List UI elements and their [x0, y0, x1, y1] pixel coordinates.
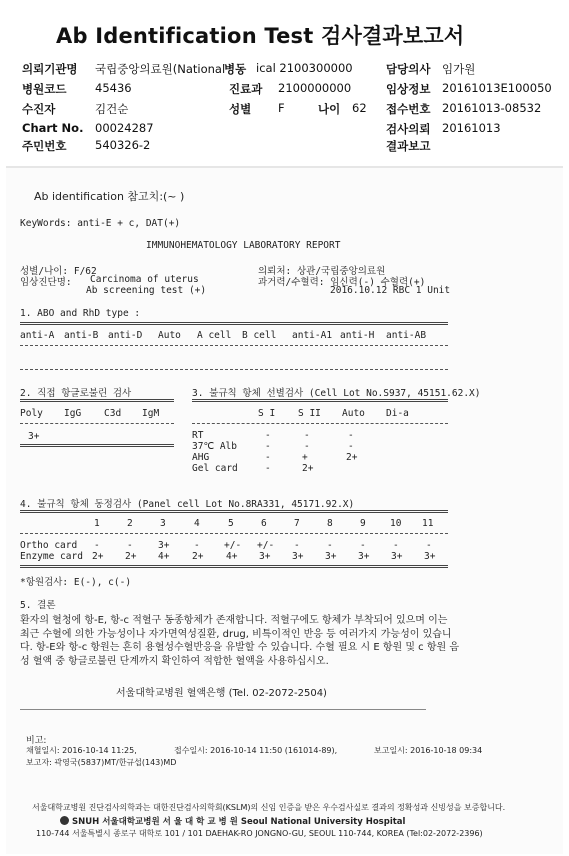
sec4-enzyme-6: 3+ [259, 551, 271, 562]
diagnosis-label: 임상진단명: [20, 277, 72, 288]
sec4-row-ortho: Ortho card [20, 540, 78, 551]
sec4-ortho-3: 3+ [158, 540, 170, 551]
sec3-rt-s1: - [265, 430, 271, 441]
sec4-col-9: 9 [360, 518, 366, 529]
sec1-col-anti-d: anti-D [108, 330, 143, 341]
sec3-col-auto: Auto [342, 408, 365, 419]
transfusion-history: 과거력/수혈력: 임신력(-) 수혈력(+) [258, 277, 426, 288]
keywords: KeyWords: anti-E + c, DAT(+) [20, 218, 181, 229]
sec4-ortho-4: - [194, 540, 200, 551]
hospital-address: 110-744 서울특별시 종로구 대학로 101 / 101 DAEHAK-RO JONGNO-GU, SEOUL 110-744, KOREA (Tel:02-2072-2396) [36, 829, 483, 838]
sec2-col-c3d: C3d [104, 408, 122, 419]
sec4-enzyme-5: 4+ [226, 551, 238, 562]
section2-rule-mid [20, 423, 174, 424]
sec1-col-anti-ab: anti-AB [386, 330, 427, 341]
clinical-info-label: 임상정보 [386, 82, 431, 96]
received-time: 접수일시: 2016-10-14 11:50 (161014-89), [174, 746, 338, 755]
institution-value: 국립중앙의료원(National [95, 62, 226, 76]
request-date-value: 20161013 [442, 121, 501, 135]
sec3-rt-s2: - [304, 430, 310, 441]
sec1-col-a-cell: A cell [197, 330, 232, 341]
sec3-row-37c: 37℃ Alb [192, 441, 237, 452]
ward-value: ical 2100300000 [256, 61, 353, 75]
sec3-col-s1: S I [258, 408, 276, 419]
department-value: 2100000000 [278, 81, 352, 95]
ward-label: 병동 [224, 62, 247, 76]
sec4-enzyme-3: 4+ [158, 551, 170, 562]
sex-value: F [278, 101, 285, 115]
sec4-ortho-9: - [360, 540, 366, 551]
doctor-value: 임가원 [442, 62, 476, 76]
sec3-col-s2: S II [298, 408, 321, 419]
lab-title: IMMUNOHEMATOLOGY LABORATORY REPORT [146, 240, 341, 251]
sec3-gel-s1: - [265, 463, 271, 474]
transfusion-date: 2016.10.12 RBC 1 Unit [330, 285, 451, 296]
doctor-label: 담당의사 [386, 62, 431, 76]
section1-title: 1. ABO and RhD type : [20, 308, 141, 319]
institution-label: 의뢰기관명 [22, 62, 78, 76]
sec4-enzyme-4: 2+ [192, 551, 204, 562]
receipt-no-value: 20161013-08532 [442, 101, 542, 115]
chart-no-label: Chart No. [22, 121, 84, 135]
sec3-ahg-s1: - [265, 452, 271, 463]
sec4-enzyme-10: 3+ [391, 551, 403, 562]
sec4-ortho-11: - [426, 540, 432, 551]
department-label: 진료과 [229, 82, 263, 96]
hospital-name: SNUH 서울대학교병원 서 울 대 학 교 병 원 Seoul National University Hospital [72, 817, 406, 827]
receipt-no-label: 접수번호 [386, 102, 431, 116]
patient-value: 김건순 [95, 102, 129, 116]
section4-rule-mid [20, 533, 448, 534]
sec3-row-gel: Gel card [192, 463, 238, 474]
age-value: 62 [352, 101, 367, 115]
sec1-col-b-cell: B cell [242, 330, 277, 341]
sec4-col-11: 11 [422, 518, 434, 529]
sec4-ortho-2: - [127, 540, 133, 551]
section1-rule-mid [20, 345, 448, 346]
sec4-col-1: 1 [94, 518, 100, 529]
sec4-col-5: 5 [228, 518, 234, 529]
conclusion-text: 환자의 혈청에 항-E, 항-c 적혈구 동종항체가 존재합니다. 적혈구에도 항체가 부착되어 있으며 이는 최근 수혈에 의한 가능성이나 자가면역성질환, drug, 비특이적인 반응 등 여러가지 가능성이 있습니다. 항-E와 항-c 항원는 흔히 용혈성수혈반응을 유발할 수 있습니다. 수혈 필요 시 E 항원 및 c 항원 음성 혈액 중 항글로불린 단계까지 확인하여 적합한 혈액을 사용하십시오. [20, 615, 460, 667]
sec2-col-igg: IgG [64, 408, 82, 419]
sec3-37c-auto: - [348, 441, 354, 452]
sec3-37c-s2: - [304, 441, 310, 452]
sec4-col-7: 7 [294, 518, 300, 529]
sec4-ortho-7: - [294, 540, 300, 551]
section2-rule-top [20, 399, 174, 402]
sec4-ortho-8: - [327, 540, 333, 551]
section1-rule-bottom [20, 369, 448, 370]
sec3-row-rt: RT [192, 430, 204, 441]
sec3-rt-auto: - [348, 430, 354, 441]
section1-rule-top [20, 322, 448, 325]
sec4-enzyme-7: 3+ [292, 551, 304, 562]
chart-no-value: 00024287 [95, 121, 154, 135]
sec4-enzyme-9: 3+ [358, 551, 370, 562]
section4-rule-top [20, 510, 448, 513]
sec1-col-auto: Auto [158, 330, 181, 341]
section4-title: 4. 불규칙 항체 동정검사 (Panel cell Lot No.8RA331, 45171.92.X) [20, 499, 355, 510]
diagnosis: Carcinoma of uterus [90, 274, 199, 285]
sec1-col-anti-a1: anti-A1 [292, 330, 333, 341]
hospital-code-value: 45436 [95, 81, 132, 95]
sec4-ortho-10: - [393, 540, 399, 551]
sec3-col-di-a: Di-a [386, 408, 409, 419]
section3-rule-top [192, 399, 448, 402]
request-date-label: 검사의뢰 [386, 122, 431, 136]
section5-title: 5. 결론 [20, 600, 56, 611]
sec2-val-poly: 3+ [28, 431, 40, 442]
sex-label: 성별 [229, 102, 252, 116]
hospital-code-label: 병원코드 [22, 82, 67, 96]
sec3-row-ahg: AHG [192, 452, 210, 463]
requester: 의뢰처: 상관/국립중앙의료원 [258, 266, 386, 277]
sec3-ahg-s2: + [302, 452, 308, 463]
sec4-col-4: 4 [194, 518, 200, 529]
reporter: 보고자: 곽영국(5837)MT/한규섭(143)MD [26, 758, 177, 767]
sec4-row-enzyme: Enzyme card [20, 551, 83, 562]
clinical-info-value: 20161013E100050 [442, 81, 552, 95]
sec4-col-2: 2 [127, 518, 133, 529]
section3-rule-mid [192, 423, 448, 424]
resident-no-label: 주민번호 [22, 139, 67, 153]
sec2-col-poly: Poly [20, 408, 43, 419]
result-report-label: 결과보고 [386, 139, 431, 153]
patient-label: 수진자 [22, 102, 56, 116]
sec1-col-anti-b: anti-B [64, 330, 99, 341]
sec4-col-3: 3 [160, 518, 166, 529]
sec3-ahg-auto: 2+ [346, 452, 358, 463]
page-title: Ab Identification Test 검사결과보고서 [56, 24, 465, 48]
antigen-test: *항원검사: E(-), c(-) [20, 577, 132, 588]
sec4-col-10: 10 [390, 518, 402, 529]
sec4-col-8: 8 [327, 518, 333, 529]
remark-label: 비고: [26, 736, 47, 746]
sec1-col-anti-a: anti-A [20, 330, 55, 341]
sec4-enzyme-1: 2+ [92, 551, 104, 562]
age-label: 나이 [318, 102, 341, 116]
sec3-37c-s1: - [265, 441, 271, 452]
sec4-enzyme-11: 3+ [424, 551, 436, 562]
section2-rule-bottom [20, 444, 174, 447]
sec4-enzyme-8: 3+ [325, 551, 337, 562]
sec4-enzyme-2: 2+ [125, 551, 137, 562]
report-heading: Ab identification 참고치:(~ ) [34, 190, 185, 203]
resident-no-value: 540326-2 [95, 138, 151, 152]
sec4-ortho-1: - [94, 540, 100, 551]
collected-time: 채혈일시: 2016-10-14 11:25, [26, 746, 137, 755]
sec4-ortho-5: +/- [224, 540, 242, 551]
conclusion-rule [20, 709, 426, 710]
snuh-logo-icon [60, 816, 69, 825]
certification: 서울대학교병원 진단검사의학과는 대한진단검사의학회(KSLM)의 신임 인증을 받은 우수검사실로 결과의 정확성과 신빙성을 보증합니다. [32, 803, 506, 812]
section2-title: 2. 직접 항글로불린 검사 [20, 388, 132, 399]
blood-bank-line: 서울대학교병원 혈액은행 (Tel. 02-2072-2504) [116, 688, 327, 699]
sec4-ortho-6: +/- [257, 540, 275, 551]
sec3-gel-s2: 2+ [302, 463, 314, 474]
sex-age: 성별/나이: F/62 [20, 266, 97, 277]
sec2-col-igm: IgM [142, 408, 160, 419]
sec4-col-6: 6 [261, 518, 267, 529]
reported-time: 보고일시: 2016-10-18 09:34 [374, 746, 483, 755]
section3-title: 3. 불규칙 항체 선별검사 (Cell Lot No.S937, 45151.62.X) [192, 388, 481, 399]
section4-rule-bottom [20, 565, 448, 568]
sec1-col-anti-h: anti-H [340, 330, 375, 341]
screening-result: Ab screening test (+) [86, 285, 207, 296]
